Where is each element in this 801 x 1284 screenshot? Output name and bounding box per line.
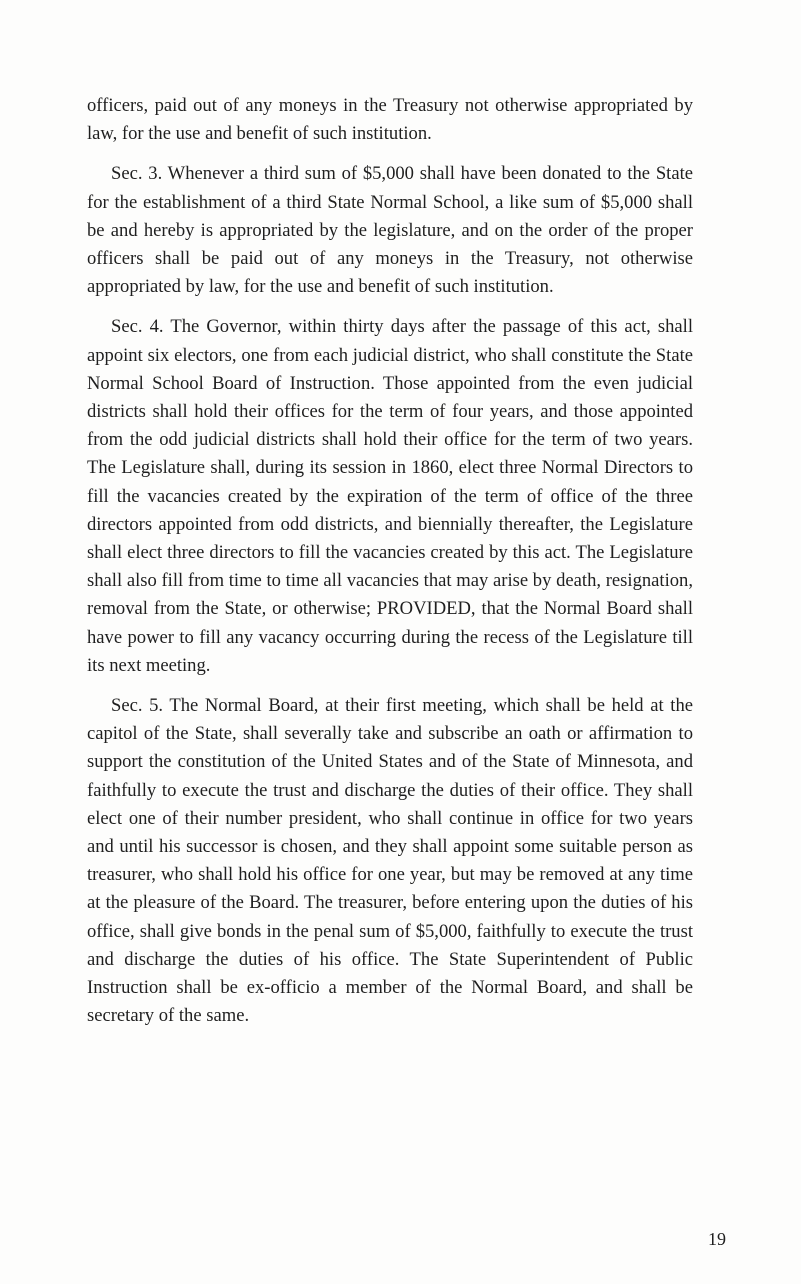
- page-number: 19: [708, 1229, 726, 1249]
- paragraph-section-4: Sec. 4. The Governor, within thirty days after the passage of this act, shall appoint six electors, one from each judicial district, who shall constitute the State Normal School Board of Instruction. Those appointed from the even judicial districts shall hold their offices for the term of four years, and those appointed from the odd judicial districts shall hold their office for the term of two years. The Legislature shall, during its session in 1860, elect three Normal Directors to fill the vacancies created by the expiration of the term of office of the three directors appointed from odd districts, and biennially thereafter, the Legislature shall elect three directors to fill the vacancies created by this act. The Legislature shall also fill from time to time all vacancies that may arise by death, resignation, removal from the State, or otherwise; PROVIDED, that the Normal Board shall have power to fill any vacancy occurring during the recess of the Legislature till its next meeting.: [87, 316, 693, 676]
- paragraph-continuation: officers, paid out of any moneys in the Treasury not otherwise appropriated by law, for the use and benefit of such institution.: [87, 95, 693, 145]
- paragraph-section-5: Sec. 5. The Normal Board, at their first meeting, which shall be held at the capitol of the State, shall severally take and subscribe an oath or affirmation to support the constitution of the United States and of the State of Minnesota, and faithfully to execute the trust and discharge the duties of their office. They shall elect one of their number president, who shall continue in office for two years and until his successor is chosen, and they shall appoint some suitable person as treasurer, who shall hold his office for one year, but may be removed at any time at the pleasure of the Board. The treasurer, before entering upon the duties of his office, shall give bonds in the penal sum of $5,000, faithfully to execute the trust and discharge the duties of his office. The State Superintendent of Public Instruction shall be ex-officio a member of the Normal Board, and shall be secretary of the same.: [87, 695, 693, 1027]
- body-text: [87, 92, 693, 1031]
- paragraph-section-3: Sec. 3. Whenever a third sum of $5,000 shall have been donated to the State for the establishment of a third State Normal School, a like sum of $5,000 shall be and hereby is appropriated by the legislature, and on the order of the proper officers shall be paid out of any moneys in the Treasury, not otherwise appropriated by law, for the use and benefit of such institution.: [87, 163, 693, 298]
